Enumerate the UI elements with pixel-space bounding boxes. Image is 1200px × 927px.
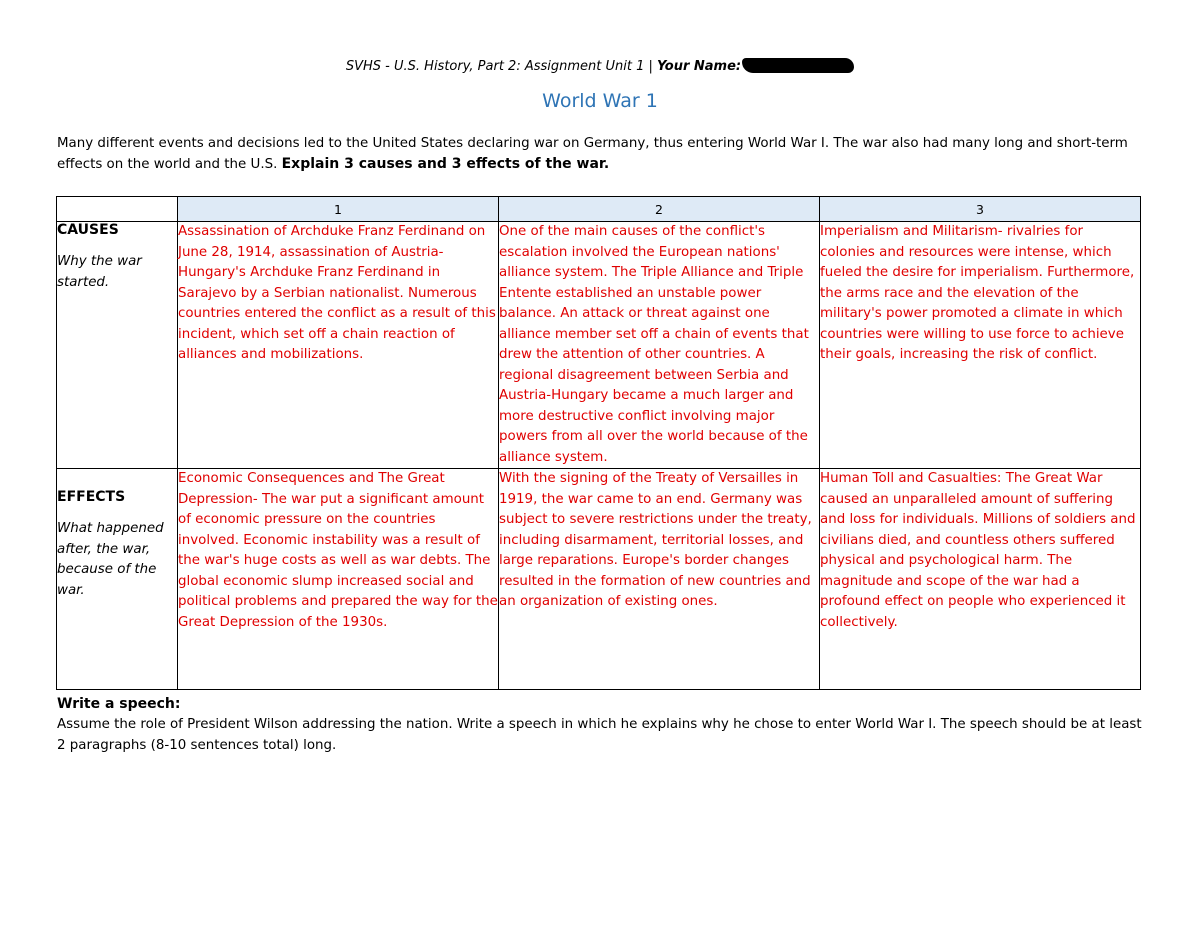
course-line: SVHS - U.S. History, Part 2: Assignment Unit 1 |: [345, 59, 658, 74]
redacted-name: [742, 58, 854, 73]
column-header-1: 1: [178, 197, 499, 222]
effects-row: [57, 469, 1141, 690]
causes-effects-table: [56, 196, 1141, 690]
effects-row-header: [57, 469, 178, 690]
intro-text: Many different events and decisions led to the United States declaring war on Germany, thus entering World War I. The war also had many long and short-term effects on the world and the U.S.: [57, 136, 1128, 172]
table-header-row: [57, 197, 1141, 222]
speech-instructions: Assume the role of President Wilson addressing the nation. Write a speech in which he explains why he chose to enter World War I. The speech should be at least 2 paragraphs (8-10 sentences total) long.: [57, 717, 1142, 753]
name-label: Your Name:: [657, 59, 742, 74]
effect-cell-1: Economic Consequences and The Great Depression- The war put a significant amount of economic pressure on the countries involved. Economic instability was a result of the war's huge costs as well as war debts. The global economic slump increased social and political problems and prepared the way for the Great Depression of the 1930s.: [178, 469, 499, 690]
speech-title: Write a speech:: [57, 696, 181, 712]
cause-cell-3: Imperialism and Militarism- rivalries for colonies and resources were intense, which fueled the desire for imperialism. Furthermore, the arms race and the elevation of the military's power promoted a climate in which countries were willing to use force to achieve their goals, increasing the risk of conflict.: [820, 222, 1141, 469]
intro-emphasis: Explain 3 causes and 3 effects of the war.: [281, 156, 610, 172]
causes-subtitle: Why the war started.: [57, 254, 142, 290]
cause-cell-2: One of the main causes of the conflict's escalation involved the European nations' alliance system. The Triple Alliance and Triple Entente established an unstable power balance. An attack or threat against one alliance member set off a chain of events that drew the attention of other countries. A regional disagreement between Serbia and Austria-Hungary became a much larger and more destructive conflict involving major powers from all over the world because of the alliance system.: [499, 222, 820, 469]
speech-section: [57, 693, 1147, 756]
causes-row-header: [57, 222, 178, 469]
intro-paragraph: [57, 134, 1147, 175]
column-header-2: 2: [499, 197, 820, 222]
column-header-3: 3: [820, 197, 1141, 222]
effect-cell-3: Human Toll and Casualties: The Great War caused an unparalleled amount of suffering and loss for individuals. Millions of soldiers and civilians died, and countless others suffered physical and psychological harm. The magnitude and scope of the war had a profound effect on people who experienced it collectively.: [820, 469, 1141, 690]
causes-row: [57, 222, 1141, 469]
effects-label: EFFECTS: [57, 489, 126, 505]
causes-label: CAUSES: [57, 222, 119, 238]
effect-cell-2: With the signing of the Treaty of Versailles in 1919, the war came to an end. Germany was subject to severe restrictions under the treaty, including disarmament, territorial losses, and large reparations. Europe's border changes resulted in the formation of new countries and an organization of existing ones.: [499, 469, 820, 690]
page-title: World War 1: [542, 90, 658, 112]
cause-cell-1: Assassination of Archduke Franz Ferdinand on June 28, 1914, assassination of Austria-Hungary's Archduke Franz Ferdinand in Sarajevo by a Serbian nationalist. Numerous countries entered the conflict as a result of this incident, which set off a chain reaction of alliances and mobilizations.: [178, 222, 499, 469]
document-header: [0, 58, 1200, 74]
effects-subtitle: What happened after, the war, because of the war.: [57, 521, 164, 598]
table-corner-cell: [57, 197, 178, 222]
